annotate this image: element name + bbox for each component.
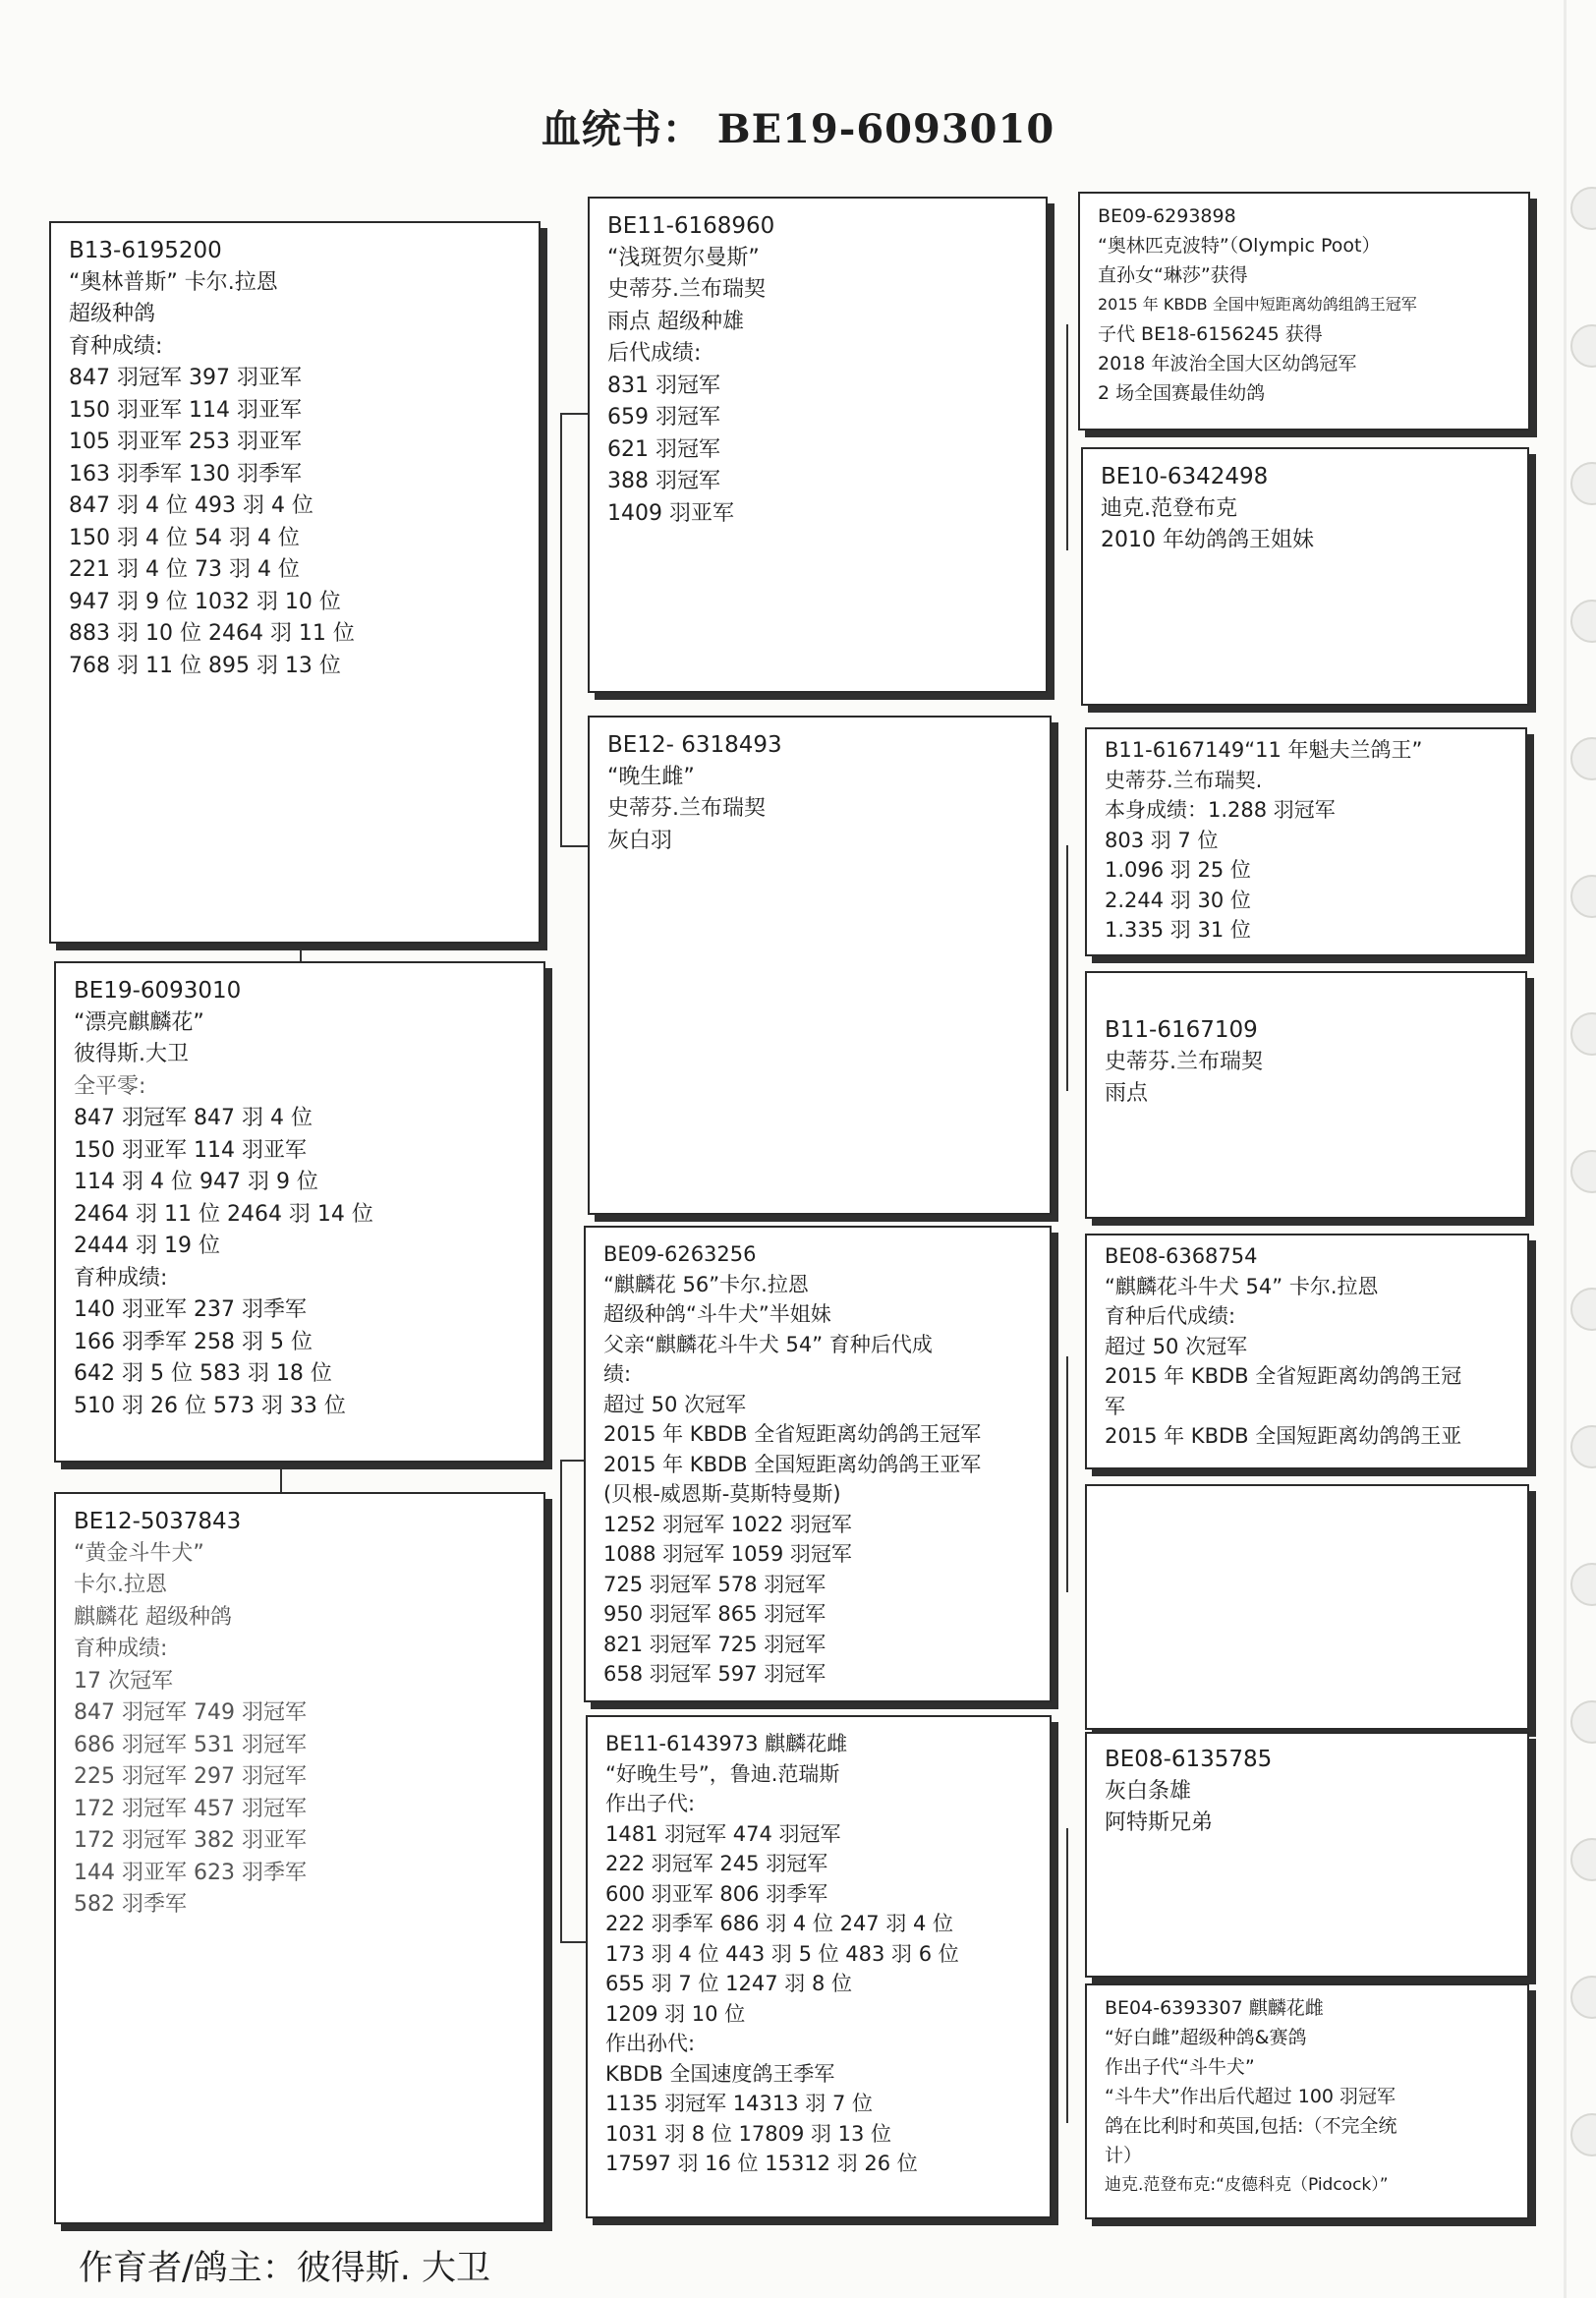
pedigree-line: 621 羽冠军	[607, 436, 720, 462]
page-edge	[1564, 0, 1567, 2298]
pedigree-line: 麒麟花 超级种鸽	[74, 1604, 232, 1630]
pedigree-line: 子代 BE18-6156245 获得	[1098, 323, 1323, 345]
connector	[1066, 1356, 1068, 1592]
pedigree-line: 直孙女“琳莎”获得	[1098, 264, 1248, 286]
pedigree-line: 222 羽季军 686 羽 4 位 247 羽 4 位	[605, 1912, 954, 1935]
pedigree-line: 史蒂芬.兰布瑞契	[607, 277, 766, 302]
pedigree-line: 灰白条雄	[1105, 1778, 1192, 1804]
pedigree-line: 2015 年 KBDB 全国短距离幼鸽鸽王亚军	[603, 1452, 982, 1476]
pedigree-line: 1481 羽冠军 474 羽冠军	[605, 1821, 841, 1846]
pedigree-line: 2010 年幼鸽鸽王姐妹	[1101, 528, 1314, 552]
pedigree-line: 1088 羽冠军 1059 羽冠军	[603, 1542, 852, 1566]
pedigree-line: 847 羽冠军 847 羽 4 位	[74, 1106, 313, 1130]
subject-pigeon-box	[54, 961, 545, 1463]
punch-hole	[1570, 1563, 1596, 1606]
pedigree-line: 150 羽亚军 114 羽亚军	[69, 397, 302, 423]
pedigree-line: 114 羽 4 位 947 羽 9 位	[74, 1170, 318, 1194]
punch-hole	[1570, 2113, 1596, 2156]
pedigree-line: 灰白羽	[607, 828, 673, 853]
punch-hole	[1570, 1012, 1596, 1056]
ring-number: BE08-6135785	[1105, 1747, 1273, 1772]
pedigree-line: 1409 羽亚军	[607, 500, 734, 526]
connector	[560, 413, 562, 845]
pedigree-line: 222 羽冠军 245 羽冠军	[605, 1852, 828, 1875]
pedigree-line: 847 羽冠军 397 羽亚军	[69, 366, 302, 390]
pedigree-line: 582 羽季军	[74, 1892, 187, 1917]
ring-number: BE08-6368754	[1105, 1244, 1258, 1268]
pedigree-line: 2444 羽 19 位	[74, 1234, 220, 1258]
pedigree-line: 卡尔.拉恩	[74, 1573, 167, 1597]
pedigree-line: 2.244 羽 30 位	[1105, 888, 1251, 912]
pedigree-line: 658 羽冠军 597 羽冠军	[603, 1662, 826, 1686]
pedigree-line: 史蒂芬.兰布瑞契.	[1105, 768, 1263, 792]
pedigree-line: 17 次冠军	[74, 1668, 173, 1694]
pedigree-line: 2015 年 KBDB 全国中短距离幼鸽组鸽王冠军	[1098, 295, 1417, 314]
pedigree-line: 阿特斯兄弟	[1105, 1810, 1214, 1835]
sdd-box	[1085, 971, 1527, 1219]
pedigree-line: 作出孙代:	[605, 2032, 696, 2055]
pedigree-line: 150 羽 4 位 54 羽 4 位	[69, 525, 300, 550]
pedigree-line: 173 羽 4 位 443 羽 5 位 483 羽 6 位	[605, 1941, 959, 1966]
pedigree-line: 育种成绩:	[74, 1637, 168, 1661]
pedigree-line: 803 羽 7 位	[1105, 828, 1219, 852]
dss-box	[1085, 1234, 1529, 1469]
connector	[1066, 324, 1068, 550]
pedigree-line: 659 羽冠军	[607, 405, 720, 430]
pedigree-line: 642 羽 5 位 583 羽 18 位	[74, 1361, 332, 1386]
pedigree-line: 1.096 羽 25 位	[1105, 858, 1251, 882]
pedigree-line: 140 羽亚军 237 羽季军	[74, 1297, 307, 1322]
pedigree-line: 作出子代:	[605, 1792, 696, 1815]
dam-dam-box	[586, 1715, 1052, 2218]
ddd-box	[1085, 1983, 1529, 2219]
pedigree-line: “浅斑贺尔曼斯”	[607, 245, 760, 270]
pedigree-line: 彼得斯.大卫	[74, 1042, 189, 1066]
pedigree-line: 本身成绩：1.288 羽冠军	[1105, 798, 1336, 822]
pedigree-line: 847 羽冠军 749 羽冠军	[74, 1700, 307, 1725]
pedigree-line: 950 羽冠军 865 羽冠军	[603, 1602, 826, 1626]
connector	[280, 1465, 282, 1494]
connector	[560, 1941, 586, 1943]
sds-box	[1085, 727, 1527, 956]
ring-number: BE11-6143973 麒麟花雌	[605, 1732, 848, 1755]
connector	[1066, 845, 1068, 1091]
page-title: 血统书： BE19-6093010	[541, 106, 1055, 152]
pedigree-line: 1135 羽冠军 14313 羽 7 位	[605, 2092, 873, 2115]
pedigree-line: 迪克.范登布克	[1101, 495, 1237, 521]
pedigree-line: 育种成绩:	[69, 333, 163, 359]
pedigree-line: 1.335 羽 31 位	[1105, 918, 1251, 942]
pedigree-line: 947 羽 9 位 1032 羽 10 位	[69, 589, 341, 614]
dam-sire-box	[584, 1226, 1052, 1702]
pedigree-line: 雨点	[1105, 1081, 1149, 1106]
pedigree-line: 172 羽冠军 457 羽冠军	[74, 1796, 307, 1821]
dam-box	[54, 1492, 545, 2224]
ring-number: BE10-6342498	[1101, 464, 1269, 489]
pedigree-line: 388 羽冠军	[607, 469, 720, 493]
punch-hole	[1570, 875, 1596, 918]
pedigree-line: 172 羽冠军 382 羽亚军	[74, 1828, 307, 1853]
pedigree-line: “奥林匹克波特”（Olympic Poot）	[1098, 235, 1381, 257]
pedigree-line: 2015 年 KBDB 全国短距离幼鸽鸽王亚	[1105, 1424, 1462, 1448]
pedigree-line: 超过 50 次冠军	[603, 1392, 747, 1416]
pedigree-line: 超级种鸽	[69, 302, 156, 326]
pedigree-line: 军	[1105, 1394, 1125, 1418]
pedigree-line: KBDB 全国速度鸽王季军	[605, 2061, 835, 2086]
punch-hole	[1570, 324, 1596, 368]
dds-box	[1085, 1732, 1529, 1978]
pedigree-line: 超级种鸽“斗牛犬”半姐妹	[603, 1302, 831, 1326]
ring-number: B11-6167149“11 年魁夫兰鸽王”	[1105, 738, 1423, 762]
pedigree-line: 655 羽 7 位 1247 羽 8 位	[605, 1972, 852, 1995]
connector	[560, 413, 588, 415]
sire-dam-box	[588, 716, 1052, 1215]
pedigree-line: “麒麟花斗牛犬 54” 卡尔.拉恩	[1105, 1274, 1379, 1298]
pedigree-line: 510 羽 26 位 573 羽 33 位	[74, 1393, 346, 1418]
pedigree-line: 221 羽 4 位 73 羽 4 位	[69, 557, 300, 582]
pedigree-line: 883 羽 10 位 2464 羽 11 位	[69, 621, 355, 646]
pedigree-line: 史蒂芬.兰布瑞契	[607, 796, 766, 821]
connector	[560, 1460, 584, 1462]
punch-hole	[1570, 1425, 1596, 1468]
ring-number: BE09-6293898	[1098, 205, 1236, 227]
pedigree-line: “漂亮麒麟花”	[74, 1009, 204, 1035]
pedigree-line: “麒麟花 56”卡尔.拉恩	[603, 1272, 809, 1296]
pedigree-line: 育种后代成绩:	[1105, 1304, 1236, 1328]
pedigree-line: 作出子代“斗牛犬”	[1105, 2056, 1255, 2078]
pedigree-line: “晚生雌”	[607, 764, 695, 789]
pedigree-line: “黄金斗牛犬”	[74, 1540, 204, 1566]
punch-hole	[1570, 1288, 1596, 1331]
pedigree-line: 父亲“麒麟花斗牛犬 54” 育种后代成	[603, 1332, 933, 1356]
pedigree-line: 2015 年 KBDB 全省短距离幼鸽鸽王冠军	[603, 1422, 982, 1446]
pedigree-line: 后代成绩:	[607, 341, 702, 366]
pedigree-line: 史蒂芬.兰布瑞契	[1105, 1049, 1263, 1074]
sss-box	[1078, 192, 1530, 431]
pedigree-line: 超过 50 次冠军	[1105, 1334, 1248, 1358]
dsd-box	[1085, 1484, 1529, 1730]
punch-hole	[1570, 737, 1596, 780]
ring-number: BE04-6393307 麒麟花雌	[1105, 1997, 1324, 2019]
pedigree-line: 1252 羽冠军 1022 羽冠军	[603, 1512, 852, 1536]
pedigree-line: 2 场全国赛最佳幼鸽	[1098, 382, 1266, 404]
pedigree-line: 686 羽冠军 531 羽冠军	[74, 1732, 307, 1757]
pedigree-line: 847 羽 4 位 493 羽 4 位	[69, 493, 314, 518]
sire-ring-number: B13-6195200	[69, 238, 222, 263]
sire-sire-box	[588, 197, 1048, 693]
pedigree-line: 2015 年 KBDB 全省短距离幼鸽鸽王冠	[1105, 1364, 1462, 1388]
punch-hole	[1570, 1976, 1596, 2019]
pedigree-line: 150 羽亚军 114 羽亚军	[74, 1137, 307, 1163]
pedigree-line: 育种成绩:	[74, 1265, 168, 1291]
pedigree-line: 17597 羽 16 位 15312 羽 26 位	[605, 2152, 918, 2175]
ring-number: B11-6167109	[1105, 1017, 1258, 1043]
punch-hole	[1570, 187, 1596, 230]
dam-ring-number: BE12-5037843	[74, 1509, 242, 1534]
connector	[1066, 1828, 1068, 2123]
punch-hole	[1570, 1700, 1596, 1744]
pedigree-line: 725 羽冠军 578 羽冠军	[603, 1572, 826, 1596]
pedigree-line: 迪克.范登布克:“皮德科克（Pidcock）”	[1105, 2175, 1389, 2195]
pedigree-line: 绩:	[603, 1362, 632, 1386]
pedigree-line: 鸽在比利时和英国,包括:（不完全统	[1105, 2115, 1397, 2137]
punch-hole	[1570, 1150, 1596, 1193]
pedigree-line: 166 羽季军 258 羽 5 位	[74, 1329, 313, 1354]
pedigree-line: 225 羽冠军 297 羽冠军	[74, 1764, 307, 1789]
pedigree-line: 1031 羽 8 位 17809 羽 13 位	[605, 2121, 892, 2146]
pedigree-line: 105 羽亚军 253 羽亚军	[69, 430, 302, 454]
ring-number: BE11-6168960	[607, 213, 775, 239]
sire-box	[49, 221, 541, 944]
pedigree-line: “斗牛犬”作出后代超过 100 羽冠军	[1105, 2086, 1396, 2107]
pedigree-line: “好晚生号”，鲁迪.范瑞斯	[605, 1761, 840, 1786]
pedigree-line: 144 羽亚军 623 羽季军	[74, 1860, 307, 1885]
pedigree-line: (贝根-威恩斯-莫斯特曼斯)	[603, 1482, 841, 1506]
pedigree-line: 1209 羽 10 位	[605, 2001, 746, 2026]
connector	[560, 845, 588, 847]
punch-hole	[1570, 1838, 1596, 1881]
pedigree-line: “奥林普斯” 卡尔.拉恩	[69, 269, 278, 295]
pedigree-line: 831 羽冠军	[607, 373, 720, 398]
pedigree-line: 2018 年波治全国大区幼鸽冠军	[1098, 353, 1357, 374]
pedigree-line: 163 羽季军 130 羽季军	[69, 461, 302, 487]
ring-number: BE09-6263256	[603, 1242, 757, 1266]
pedigree-line: 全平零:	[74, 1073, 146, 1099]
punch-hole	[1570, 600, 1596, 643]
pedigree-line: 600 羽亚军 806 羽季军	[605, 1881, 828, 1906]
pedigree-line: 2464 羽 11 位 2464 羽 14 位	[74, 1201, 373, 1227]
punch-hole	[1570, 462, 1596, 505]
pedigree-line: “好白雌”超级种鸽&赛鸽	[1105, 2027, 1307, 2048]
pedigree-line: 计）	[1105, 2145, 1143, 2166]
subject-ring-number: BE19-6093010	[74, 978, 242, 1004]
pedigree-line: 雨点 超级种雄	[607, 309, 744, 334]
breeder-footer: 作育者/鸽主：彼得斯. 大卫	[79, 2249, 491, 2288]
pedigree-line: 768 羽 11 位 895 羽 13 位	[69, 653, 341, 678]
pedigree-line: 821 羽冠军 725 羽冠军	[603, 1632, 826, 1656]
connector	[560, 1460, 562, 1941]
ring-number: BE12- 6318493	[607, 732, 782, 758]
ssd-box	[1081, 447, 1529, 706]
